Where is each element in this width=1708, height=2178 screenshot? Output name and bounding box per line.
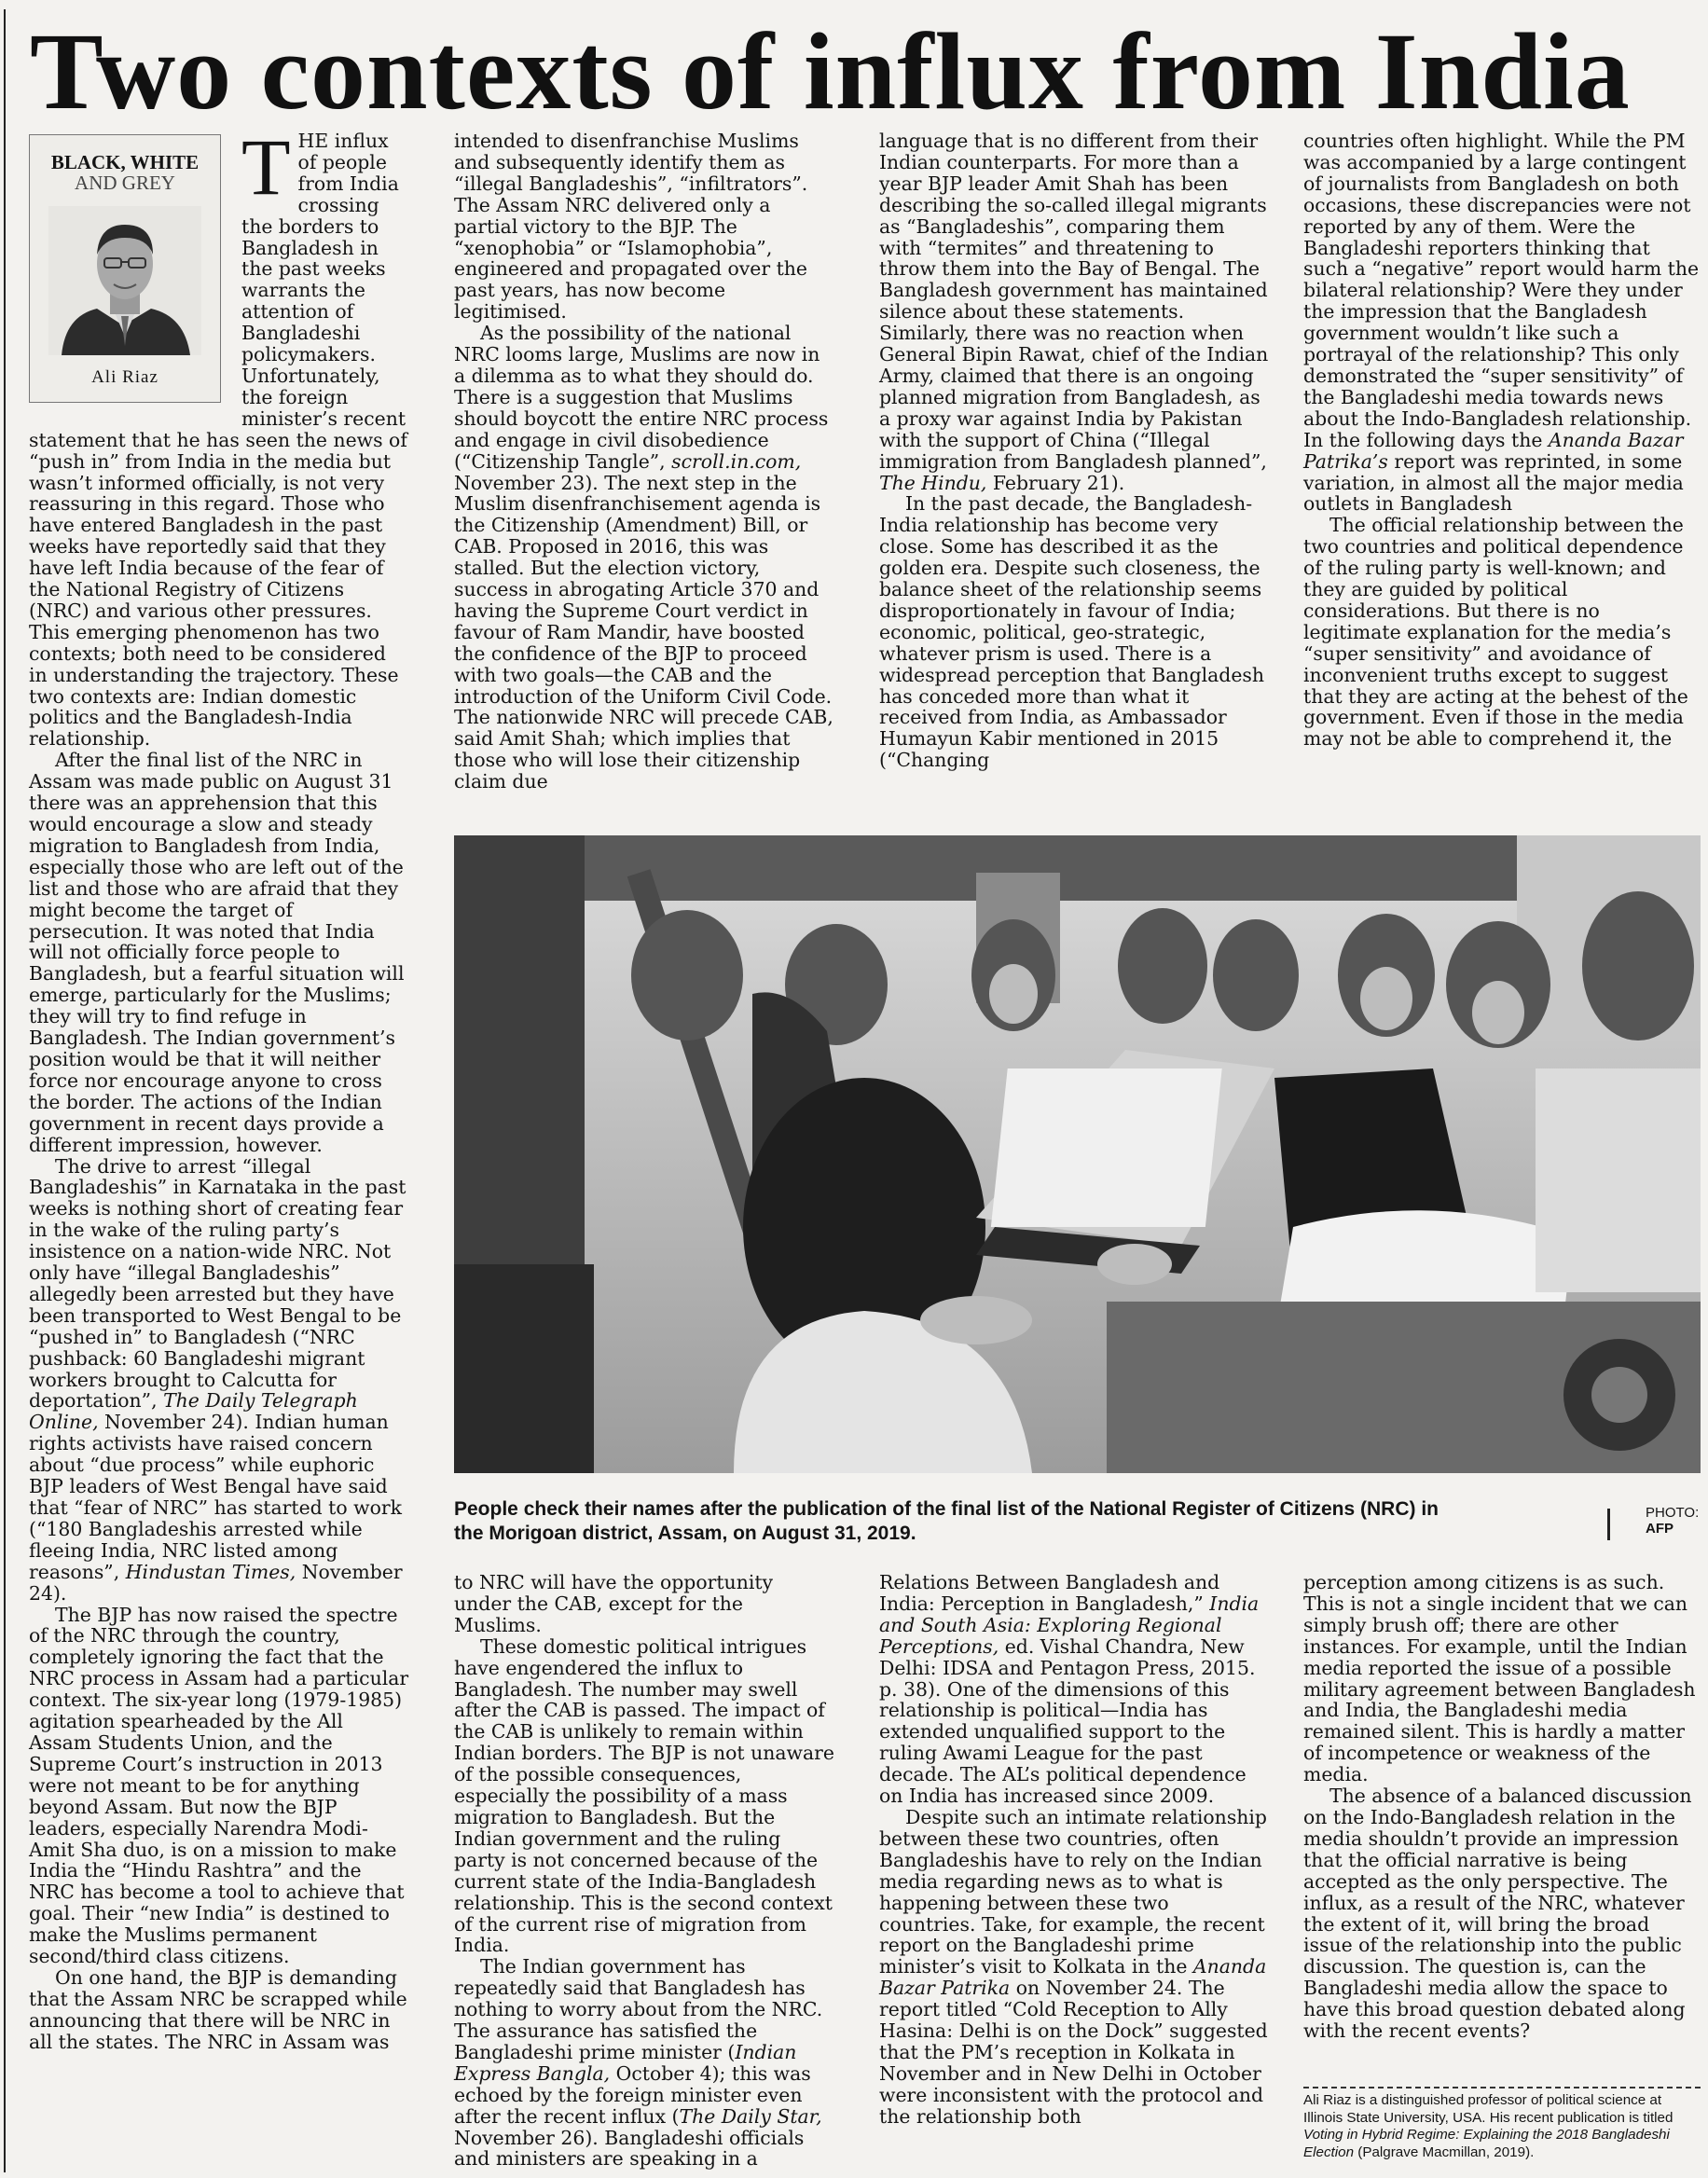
paragraph: perception among citizens is as such. This is not a single incident that we can simply brush off; there are other instances. For example, until the Indian media reported the issue of a possible military agreement between Bangladesh and India, the Bangladeshi media remained silent. This is hardly a matter of incompetence or weakness of the media.	[1303, 1571, 1696, 1786]
photo-credit-label: PHOTO:	[1646, 1505, 1700, 1521]
paragraph: intended to disenfranchise Muslims and subsequently identify them as “illegal Bangladeshis”, “infiltrators”. The Assam NRC delivered only a partial victory to the BJP. The “xenophobia” or “Islamophobia”, engineered and propagated over the past years, has now become legitimised.	[454, 130, 808, 324]
paragraph: The BJP has now raised the spectre of the NRC through the country, completely ignoring the fact that the NRC process in Assam had a particular context. The six-year long (1979-1985) agitation spearheaded by the All Assam Students Union, and the Supreme Court’s instruction in 2013 were not meant to be for anything beyond Assam. But now the BJP leaders, especially Narendra Modi-Amit Sha duo, is on a mission to make India the “Hindu Rashtra” and the NRC has become a tool to achieve that goal. Their “new India” is destined to make the Muslims permanent second/third class citizens.	[29, 1603, 409, 1968]
paragraph: The drive to arrest “illegal Bangladeshis” in Karnataka in the past weeks is nothing short of creating fear in the wake of the ruling party’s insistence on a nation-wide NRC. Not only have “illegal Bangladeshis” allegedly been arrested but they have been transported to West Bengal to be “pushed in” to Bangladesh (“NRC pushback: 60 Bangladeshi migrant workers brought to Calcutta for deportation”, The Daily Telegraph Online, November 24). Indian human rights activists have raised concern about “due process” while euphoric BJP leaders of West Bengal have said that “fear of NRC” has started to work (“180 Bangladeshis arrested while fleeing India, NRC listed among reasons”, Hindustan Times, November 24).	[29, 1154, 406, 1605]
credit-divider	[1607, 1509, 1610, 1540]
nrc-office-photo	[454, 835, 1701, 1473]
photo-credit	[1646, 1505, 1699, 1537]
photo-credit-source: AFP	[1646, 1521, 1674, 1537]
column-2-top	[454, 131, 834, 793]
paragraph: THE influx of people from India crossing the borders to Bangladesh in the past weeks warrants the attention of Bangladeshi policymakers. Unfortunately, the foreign minister’s recent statement that he has seen the news of “push in” from India in the media but wasn’t informed officially, is not very reassuring in this regard. Those who have entered Bangladesh in the past weeks have reportedly said that they have left India because of the fear of the National Registry of Citizens (NRC) and various other pressures. This emerging phenomenon has two contexts; both need to be considered in understanding the trajectory. These two contexts are: Indian domestic politics and the Bangladesh-India relationship.	[29, 122, 407, 751]
paragraph: Relations Between Bangladesh and India: Perception in Bangladesh,” India and South Asia: Exploring Regional Perceptions, ed. Vishal Chandra, New Delhi: IDSA and Pentagon Press, 2015. p. 38). One of the dimensions of this relationship is political—India has extended unqualified support to the ruling Awami League for the past decade. The AL’s political dependence on India has increased since 2009.	[879, 1571, 1260, 1808]
author-bio-note: Ali Riaz is a distinguished professor of political science at Illinois State University, USA. His recent publication is titled Voting in Hybrid Regime: Explaining the 2018 Bangladeshi Election (Palgrave Macmillan, 2019).	[1303, 2092, 1674, 2160]
paragraph: The official relationship between the two countries and political dependence of the ruling party is well-known; and they are guided by political considerations. But there is no legitimate explanation for the media’s “super sensitivity” and avoidance of inconvenient truths except to suggest that they are acting at the behest of the government. Even if those in the media may not be able to comprehend it, the	[1303, 514, 1688, 751]
column-name-line1: BLACK, WHITE	[50, 151, 200, 173]
byline-box	[29, 134, 221, 403]
left-column-rule	[4, 9, 6, 2172]
column-name-line2: AND GREY	[75, 172, 175, 194]
paragraph: The Indian government has repeatedly said that Bangladesh has nothing to worry about from the NRC. The assurance has satisfied the Bangladeshi prime minister (Indian Express Bangla, October 4); this was echoed by the foreign minister even after the recent influx (The Daily Star, November 26). Bangladeshi officials and ministers are speaking in a	[454, 1955, 823, 2171]
author-portrait	[48, 206, 201, 355]
author-name: Ali Riaz	[91, 367, 158, 388]
headline: Two contexts of influx from India	[30, 10, 1631, 132]
column-3-top	[879, 131, 1271, 771]
column-4-bottom	[1303, 1572, 1701, 2042]
paragraph: Despite such an intimate relationship between these two countries, often Bangladeshis have to rely on the Indian media regarding news as to what is happening between these two countries. Take, for example, the recent report on the Bangladeshi prime minister’s visit to Kolkata in the Ananda Bazar Patrika on November 24. The report titled “Cold Reception to Ally Hasina: Delhi is on the Dock” suggested that the PM’s reception in Kolkata in November and in New Delhi in October were inconsistent with the protocol and the relationship both	[879, 1805, 1268, 2128]
paragraph: The absence of a balanced discussion on the Indo-Bangladesh relation in the media shouldn’t provide an impression that the official narrative is being accepted as the only perspective. The influx, as a result of the NRC, whatever the extent of it, will bring the broad issue of the relationship into the public discussion. The question is, can the Bangladeshi media allow the space to have this broad question debated along with the recent events?	[1303, 1785, 1692, 2043]
column-4-top	[1303, 131, 1701, 750]
paragraph: In the past decade, the Bangladesh-India relationship has become very close. Some has described it as the golden era. Despite such closeness, the balance sheet of the relationship seems disproportionately in favour of India; economic, political, geo-strategic, whatever prism is used. There is a widespread perception that Bangladesh has conceded more than what it received from India, as Ambassador Humayun Kabir mentioned in 2015 (“Changing	[879, 492, 1265, 772]
photo-caption: People check their names after the publication of the final list of the National Register of Citizens (NRC) in the Morigoan district, Assam, on August 31, 2019.	[454, 1498, 1439, 1544]
column-tag	[30, 152, 220, 193]
paragraph: to NRC will have the opportunity under the CAB, except for the Muslims.	[454, 1571, 774, 1636]
paragraph: These domestic political intrigues have engendered the influx to Bangladesh. The number may swell after the CAB is passed. The impact of the CAB is unlikely to remain within Indian borders. The BJP is not unaware of the possible consequences, especially the possibility of a mass migration to Bangladesh. But the Indian government and the ruling party is not concerned because of the current state of the India-Bangladesh relationship. This is the second context of the current rise of migration from India.	[454, 1634, 834, 1957]
drop-cap: T	[241, 122, 291, 212]
paragraph: On one hand, the BJP is demanding that the Assam NRC be scrapped while announcing that there will be NRC in all the states. The NRC in Assam was	[29, 1965, 407, 2053]
author-note-divider	[1303, 2087, 1701, 2088]
column-1	[29, 122, 409, 2053]
paragraph: countries often highlight. While the PM was accompanied by a large contingent of journalists from Bangladesh on both occasions, these discrepancies were not reported by any of them. Were the Bangladeshi reporters thinking that such a “negative” report would harm the bilateral relationship? Were they under the impression that the Bangladesh government wouldn’t like such a portrayal of the relationship? This only demonstrated the “super sensitivity” of the Bangladeshi media towards news about the Indo-Bangladesh relationship. In the following days the Ananda Bazar Patrika’s report was reprinted, in some variation, in almost all the major media outlets in Bangladesh	[1303, 130, 1700, 516]
paragraph: After the final list of the NRC in Assam was made public on August 31 there was an apprehension that this would encourage a slow and steady migration to Bangladesh from India, especially those who are left out of the list and those who are afraid that they might become the target of persecution. It was noted that India will not officially force people to Bangladesh, but a fearful situation will emerge, particularly for the Muslims; they will try to find refuge in Bangladesh. The Indian government’s position would be that it will neither force nor encourage anyone to cross the border. The actions of the Indian government in recent days provide a different impression, however.	[29, 749, 405, 1156]
column-3-bottom	[879, 1572, 1271, 2128]
paragraph: As the possibility of the national NRC looms large, Muslims are now in a dilemma as to what they should do. There is a suggestion that Muslims should boycott the entire NRC process and engage in civil disobedience (“Citizenship Tangle”, scroll.in.com, November 23). The next step in the Muslim disenfranchisement agenda is the Citizenship (Amendment) Bill, or CAB. Proposed in 2016, this was stalled. But the election victory, success in abrogating Article 370 and having the Supreme Court verdict in favour of Ram Mandir, have boosted the confidence of the BJP to proceed with two goals—the CAB and the introduction of the Uniform Civil Code. The nationwide NRC will precede CAB, said Amit Shah; which implies that those who will lose their citizenship claim due	[454, 322, 833, 793]
book-title: Voting in Hybrid Regime: Explaining the 2018 Bangladeshi Election	[1303, 2127, 1670, 2160]
column-2-bottom	[454, 1572, 834, 2170]
paragraph: language that is no different from their Indian counterparts. For more than a year BJP leader Amit Shah has been describing the so-called illegal migrants as “Bangladeshis”, comparing them with “termites” and threatening to throw them into the Bay of Bengal. The Bangladesh government has maintained silence about these statements. Similarly, there was no reaction when General Bipin Rawat, chief of the Indian Army, claimed that there is an ongoing planned migration from Bangladesh, as a proxy war against India by Pakistan with the support of China (“Illegal immigration from Bangladesh planned”, The Hindu, February 21).	[879, 130, 1269, 494]
news-photo	[454, 835, 1701, 1473]
